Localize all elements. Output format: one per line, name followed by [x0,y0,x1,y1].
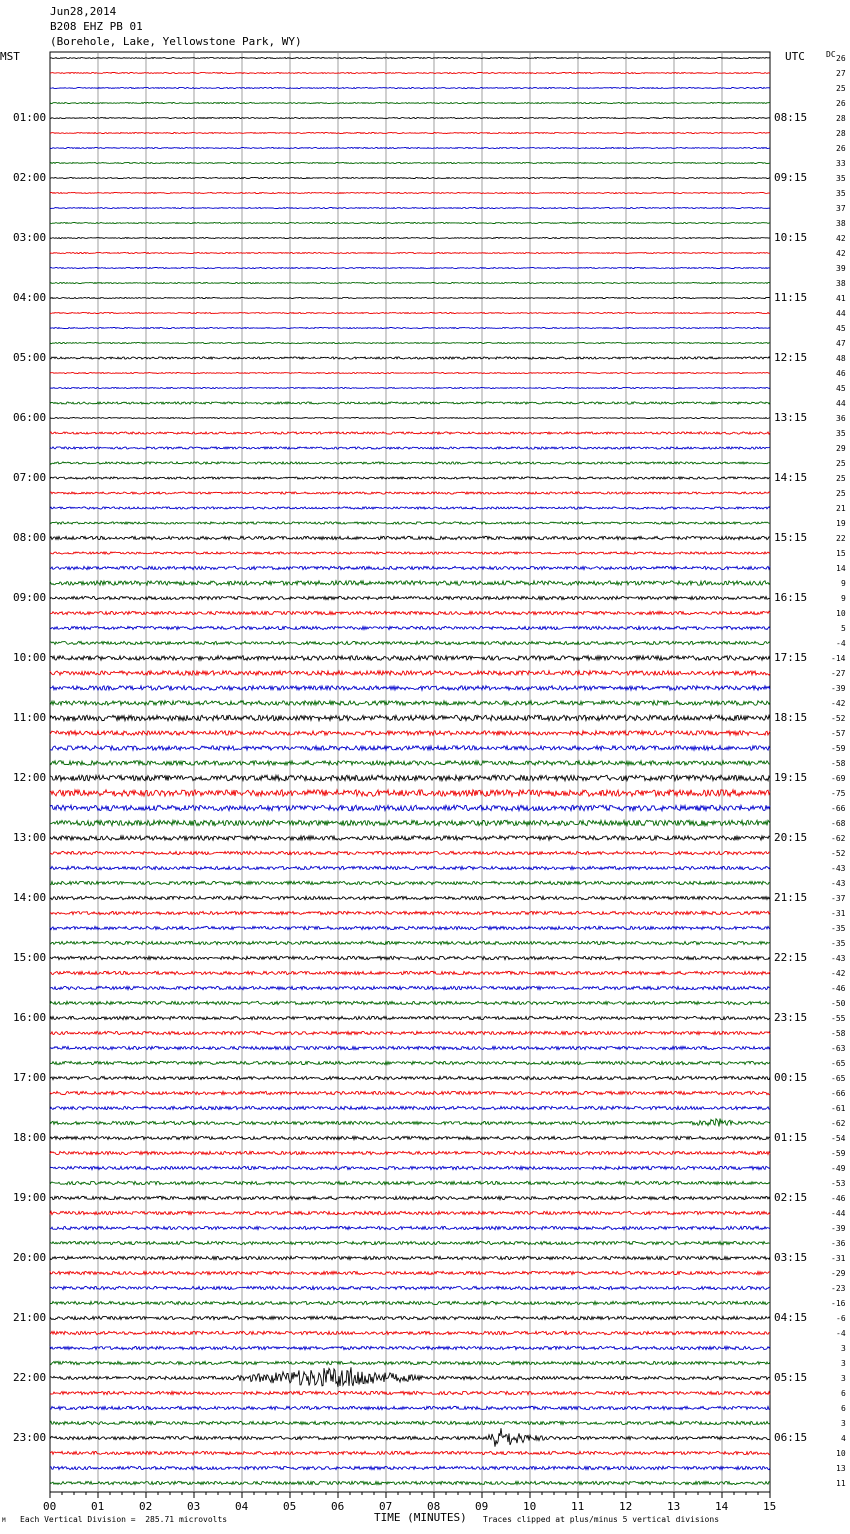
trace-row-49 [50,790,770,797]
utc-hour-label: 09:15 [774,171,808,184]
mst-hour-label: 03:00 [13,231,47,244]
utc-hour-label: 22:15 [774,951,808,964]
trace-row-91 [50,1421,770,1424]
utc-hour-label: 05:15 [774,1371,808,1384]
dc-offset-label: 19 [836,519,846,528]
clip-note: Traces clipped at plus/minus 5 vertical divisions [483,1515,720,1524]
dc-offset-label: -59 [831,1149,846,1158]
dc-offset-label: -58 [831,759,846,768]
trace-row-25 [50,432,770,434]
dc-offset-label: -50 [831,999,846,1008]
dc-offset-label: 38 [836,279,846,288]
trace-row-12 [50,238,770,239]
dc-offset-label: -4 [836,1329,846,1338]
x-tick-label: 15 [763,1500,777,1513]
x-tick-label: 06 [331,1500,345,1513]
utc-hour-label: 16:15 [774,591,808,604]
mst-hour-label: 22:00 [13,1371,47,1384]
dc-offset-label: -49 [831,1164,846,1173]
trace-row-3 [50,103,770,104]
trace-row-69 [50,1091,770,1094]
trace-row-72 [50,1136,770,1139]
dc-offset-label: -6 [836,1314,846,1323]
dc-offset-label: 27 [836,69,846,78]
mst-hour-label: 11:00 [13,711,47,724]
dc-offset-label: -43 [831,879,846,888]
utc-hour-label: 03:15 [774,1251,808,1264]
trace-row-70 [50,1106,770,1109]
mst-hour-label: 13:00 [13,831,47,844]
dc-offset-label: -46 [831,984,846,993]
trace-row-84 [50,1316,770,1319]
x-tick-label: 07 [379,1500,393,1513]
right-axis-title: UTC [785,50,805,63]
trace-row-10 [50,208,770,209]
utc-hour-label: 19:15 [774,771,808,784]
dc-offset-label: -39 [831,1224,846,1233]
utc-hour-label: 11:15 [774,291,808,304]
trace-row-76 [50,1196,770,1199]
trace-row-39 [50,641,770,644]
trace-row-93 [50,1451,770,1454]
trace-row-54 [50,866,770,869]
trace-row-15 [50,283,770,284]
dc-offset-label: 26 [836,144,846,153]
dc-offset-label: 35 [836,189,846,198]
dc-offset-label: 38 [836,219,846,228]
dc-offset-label: -4 [836,639,846,648]
dc-offset-label: -14 [831,654,846,663]
dc-offset-label: 45 [836,384,846,393]
trace-row-65 [50,1031,770,1034]
trace-row-17 [50,313,770,314]
trace-row-83 [50,1301,770,1304]
dc-offset-label: 11 [836,1479,846,1488]
scale-note: Each Vertical Division = 285.71 microvolts [20,1515,228,1524]
trace-row-64 [50,1016,770,1019]
utc-hour-label: 12:15 [774,351,808,364]
dc-offset-label: -65 [831,1074,846,1083]
trace-row-78 [50,1226,770,1229]
utc-hour-label: 23:15 [774,1011,808,1024]
dc-offset-label: -57 [831,729,846,738]
trace-row-28 [50,477,770,479]
trace-row-52 [50,836,770,840]
trace-row-60 [50,956,770,959]
utc-hour-label: 14:15 [774,471,808,484]
trace-row-34 [50,566,770,569]
mst-hour-label: 01:00 [13,111,47,124]
trace-row-42 [50,686,770,690]
dc-offset-label: 45 [836,324,846,333]
x-tick-label: 05 [283,1500,297,1513]
trace-row-33 [50,552,770,554]
dc-offset-label: 46 [836,369,846,378]
trace-row-19 [50,343,770,344]
dc-offset-label: -31 [831,1254,846,1263]
dc-offset-label: 28 [836,114,846,123]
utc-hour-label: 00:15 [774,1071,808,1084]
dc-offset-label: -42 [831,969,846,978]
mst-hour-label: 17:00 [13,1071,47,1084]
header-date: Jun28,2014 [50,5,117,18]
trace-row-46 [50,746,770,750]
trace-row-82 [50,1286,770,1289]
mst-hour-label: 16:00 [13,1011,47,1024]
dc-offset-label: 25 [836,459,846,468]
x-tick-label: 09 [475,1500,489,1513]
trace-row-22 [50,388,770,389]
header-location: (Borehole, Lake, Yellowstone Park, WY) [50,35,302,48]
dc-offset-label: 29 [836,444,846,453]
trace-row-27 [50,462,770,464]
dc-offset-label: 47 [836,339,846,348]
dc-offset-label: -55 [831,1014,846,1023]
dc-offset-label: 9 [841,579,846,588]
dc-offset-label: 3 [841,1344,846,1353]
trace-row-51 [50,820,770,825]
trace-row-62 [50,986,770,989]
trace-row-20 [50,357,770,359]
mst-hour-label: 14:00 [13,891,47,904]
dc-offset-label: -66 [831,804,846,813]
trace-row-58 [50,926,770,929]
dc-offset-label: 25 [836,489,846,498]
utc-hour-label: 01:15 [774,1131,808,1144]
dc-offset-label: -68 [831,819,846,828]
mst-hour-label: 10:00 [13,651,47,664]
trace-row-29 [50,492,770,494]
trace-row-5 [50,133,770,134]
trace-row-86 [50,1346,770,1349]
trace-row-24 [50,418,770,419]
dc-offset-label: -58 [831,1029,846,1038]
trace-row-47 [50,761,770,765]
dc-offset-label: 42 [836,234,846,243]
dc-offset-label: -31 [831,909,846,918]
utc-hour-label: 18:15 [774,711,808,724]
trace-row-67 [50,1061,770,1064]
dc-offset-label: -46 [831,1194,846,1203]
mst-hour-label: 19:00 [13,1191,47,1204]
trace-row-6 [50,148,770,149]
dc-offset-label: -62 [831,1119,846,1128]
x-tick-label: 14 [715,1500,729,1513]
mst-hour-label: 05:00 [13,351,47,364]
dc-offset-label: -42 [831,699,846,708]
dc-title: DC [826,50,836,59]
x-tick-label: 02 [139,1500,153,1513]
trace-row-9 [50,193,770,194]
dc-offset-label: -35 [831,924,846,933]
mst-hour-label: 04:00 [13,291,47,304]
dc-offset-label: 33 [836,159,846,168]
trace-row-0 [50,58,770,59]
dc-offset-label: -35 [831,939,846,948]
trace-row-43 [50,701,770,705]
trace-row-89 [50,1391,770,1394]
x-tick-label: 12 [619,1500,633,1513]
dc-offset-label: -52 [831,849,846,858]
trace-row-75 [50,1181,770,1184]
dc-offset-label: 9 [841,594,846,603]
trace-row-23 [50,402,770,404]
left-axis-title: MST [0,50,20,63]
dc-offset-label: -43 [831,864,846,873]
trace-row-66 [50,1046,770,1049]
trace-row-35 [50,581,770,585]
dc-offset-label: 28 [836,129,846,138]
trace-row-94 [50,1466,770,1469]
x-tick-label: 08 [427,1500,441,1513]
trace-row-44 [50,715,770,720]
utc-hour-label: 17:15 [774,651,808,664]
dc-offset-label: 26 [836,99,846,108]
dc-offset-label: -27 [831,669,846,678]
dc-offset-label: 6 [841,1404,846,1413]
dc-offset-label: -52 [831,714,846,723]
trace-row-55 [50,881,770,884]
dc-offset-label: 25 [836,474,846,483]
trace-row-38 [50,626,770,629]
trace-row-87 [50,1361,770,1364]
trace-row-11 [50,223,770,224]
trace-row-45 [50,731,770,735]
mst-hour-label: 15:00 [13,951,47,964]
trace-row-74 [50,1166,770,1169]
mst-hour-label: 07:00 [13,471,47,484]
trace-row-2 [50,88,770,89]
trace-row-68 [50,1076,770,1079]
trace-row-31 [50,522,770,524]
dc-offset-label: -37 [831,894,846,903]
dc-offset-label: 35 [836,429,846,438]
dc-offset-label: 3 [841,1359,846,1368]
mst-hour-label: 09:00 [13,591,47,604]
dc-offset-label: 39 [836,264,846,273]
dc-offset-label: -43 [831,954,846,963]
trace-row-21 [50,373,770,374]
trace-row-40 [50,656,770,660]
trace-row-88 [50,1367,770,1387]
trace-row-26 [50,447,770,449]
trace-row-73 [50,1151,770,1154]
trace-row-13 [50,253,770,254]
trace-row-32 [50,536,770,539]
trace-row-37 [50,611,770,614]
dc-offset-label: 10 [836,1449,846,1458]
dc-offset-label: 13 [836,1464,846,1473]
trace-row-8 [50,178,770,179]
dc-offset-label: -39 [831,684,846,693]
dc-offset-label: -16 [831,1299,846,1308]
trace-row-18 [50,328,770,329]
header-station: B208 EHZ PB 01 [50,20,143,33]
trace-row-71 [50,1119,770,1127]
dc-offset-label: 26 [836,54,846,63]
utc-hour-label: 21:15 [774,891,808,904]
dc-offset-label: -65 [831,1059,846,1068]
trace-row-61 [50,971,770,974]
trace-row-53 [50,851,770,854]
mst-hour-label: 18:00 [13,1131,47,1144]
trace-row-90 [50,1406,770,1409]
utc-hour-label: 08:15 [774,111,808,124]
dc-offset-label: 48 [836,354,846,363]
x-tick-label: 04 [235,1500,249,1513]
mst-hour-label: 06:00 [13,411,47,424]
dc-offset-label: -53 [831,1179,846,1188]
dc-offset-label: 41 [836,294,846,303]
mst-hour-label: 08:00 [13,531,47,544]
x-tick-label: 10 [523,1500,537,1513]
x-tick-label: 00 [43,1500,57,1513]
dc-offset-label: 3 [841,1419,846,1428]
dc-offset-label: -23 [831,1284,846,1293]
trace-row-77 [50,1211,770,1214]
dc-offset-label: 3 [841,1374,846,1383]
trace-row-41 [50,671,770,675]
dc-offset-label: 6 [841,1389,846,1398]
dc-offset-label: -59 [831,744,846,753]
dc-offset-label: 15 [836,549,846,558]
dc-offset-label: 42 [836,249,846,258]
trace-row-80 [50,1256,770,1259]
dc-offset-label: -66 [831,1089,846,1098]
trace-row-4 [50,118,770,119]
dc-offset-label: 37 [836,204,846,213]
mst-hour-label: 20:00 [13,1251,47,1264]
dc-offset-label: 21 [836,504,846,513]
dc-offset-label: 36 [836,414,846,423]
dc-offset-label: -62 [831,834,846,843]
dc-offset-label: 22 [836,534,846,543]
x-axis-title: TIME (MINUTES) [374,1511,467,1524]
dc-offset-label: 25 [836,84,846,93]
utc-hour-label: 20:15 [774,831,808,844]
dc-offset-label: -36 [831,1239,846,1248]
dc-offset-label: 35 [836,174,846,183]
dc-offset-label: -69 [831,774,846,783]
utc-hour-label: 13:15 [774,411,808,424]
mst-hour-label: 02:00 [13,171,47,184]
dc-offset-label: 5 [841,624,846,633]
corner-mark: M [2,1517,6,1524]
x-tick-label: 03 [187,1500,201,1513]
dc-offset-label: -54 [831,1134,846,1143]
dc-offset-label: 44 [836,309,846,318]
dc-offset-label: 14 [836,564,846,573]
trace-row-92 [50,1428,770,1447]
trace-row-50 [50,805,770,810]
trace-row-30 [50,507,770,509]
x-tick-label: 13 [667,1500,681,1513]
dc-offset-label: 10 [836,609,846,618]
trace-row-1 [50,73,770,74]
dc-offset-label: -44 [831,1209,846,1218]
trace-row-79 [50,1241,770,1244]
utc-hour-label: 06:15 [774,1431,808,1444]
mst-hour-label: 21:00 [13,1311,47,1324]
dc-offset-label: 4 [841,1434,846,1443]
dc-offset-label: -63 [831,1044,846,1053]
trace-row-63 [50,1001,770,1004]
trace-row-81 [50,1271,770,1274]
trace-row-48 [50,775,770,780]
trace-row-95 [50,1481,770,1484]
utc-hour-label: 02:15 [774,1191,808,1204]
trace-row-36 [50,596,770,599]
dc-offset-label: -75 [831,789,846,798]
x-tick-label: 11 [571,1500,585,1513]
trace-row-59 [50,941,770,944]
trace-row-16 [50,298,770,299]
utc-hour-label: 10:15 [774,231,808,244]
dc-offset-label: 44 [836,399,846,408]
trace-row-7 [50,163,770,164]
trace-row-85 [50,1331,770,1334]
trace-row-57 [50,911,770,914]
x-tick-label: 01 [91,1500,105,1513]
trace-row-14 [50,268,770,269]
utc-hour-label: 15:15 [774,531,808,544]
mst-hour-label: 12:00 [13,771,47,784]
utc-hour-label: 04:15 [774,1311,808,1324]
mst-hour-label: 23:00 [13,1431,47,1444]
dc-offset-label: -61 [831,1104,846,1113]
dc-offset-label: -29 [831,1269,846,1278]
trace-row-56 [50,896,770,899]
